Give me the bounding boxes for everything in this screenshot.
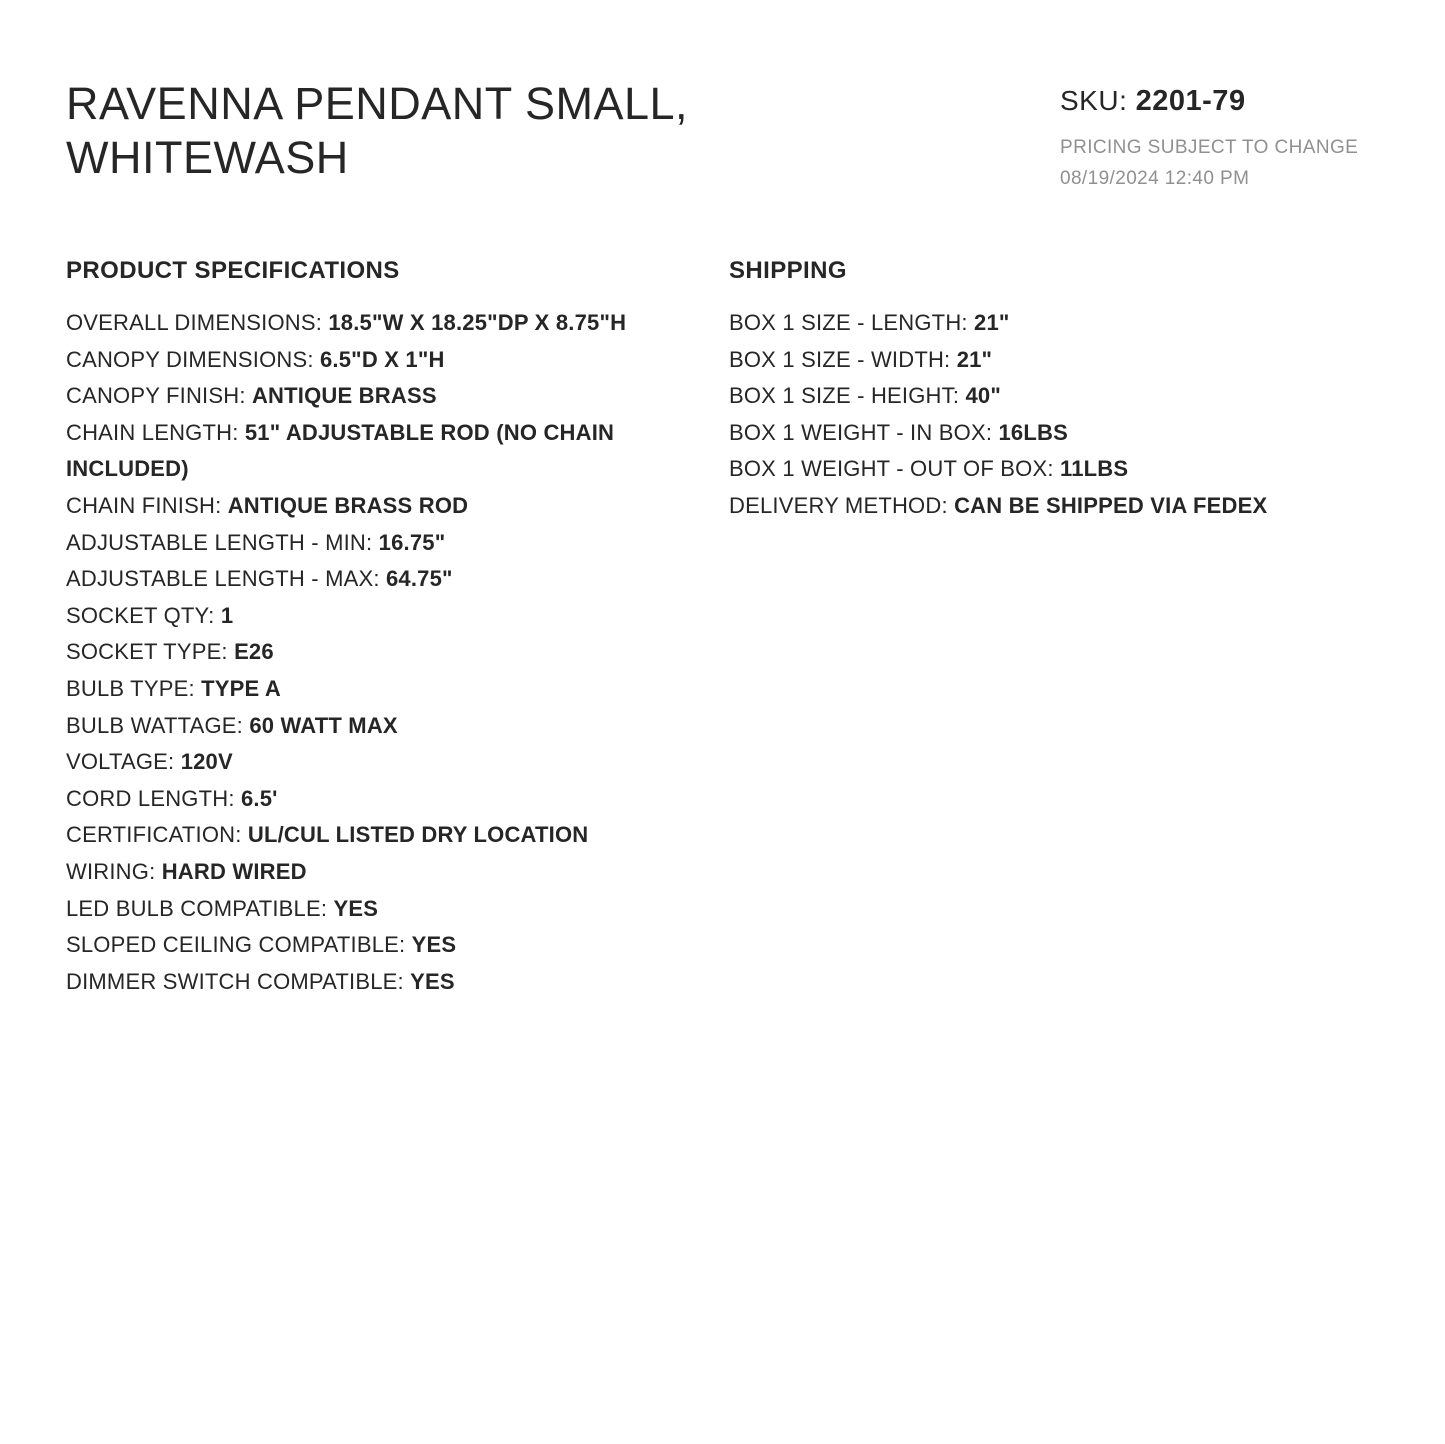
spec-label: SLOPED CEILING COMPATIBLE: xyxy=(66,932,406,958)
spec-value: 120V xyxy=(180,749,233,775)
spec-value: CAN BE SHIPPED VIA FEDEX xyxy=(954,492,1268,518)
spec-value: 6.5"D X 1"H xyxy=(320,346,445,372)
spec-value: 64.75" xyxy=(385,566,453,592)
spec-row xyxy=(66,817,729,854)
product-specifications-list xyxy=(66,305,729,1000)
spec-row xyxy=(66,342,729,379)
spec-row xyxy=(66,927,729,964)
spec-label: VOLTAGE: xyxy=(66,749,175,775)
spec-value: ANTIQUE BRASS ROD xyxy=(227,492,469,518)
print-date: 08/19/2024 12:40 PM xyxy=(1060,168,1250,189)
spec-row xyxy=(729,342,1379,379)
spec-row xyxy=(66,671,729,708)
spec-row xyxy=(66,708,729,745)
spec-value: E26 xyxy=(234,639,274,665)
spec-value: 1 xyxy=(220,602,234,628)
spec-value: 40" xyxy=(965,383,1001,409)
spec-value: YES xyxy=(411,932,457,958)
spec-row xyxy=(66,964,729,1001)
shipping-heading: SHIPPING xyxy=(729,257,847,284)
spec-value: 16.75" xyxy=(378,529,446,555)
spec-row xyxy=(66,525,729,562)
spec-row xyxy=(729,378,1379,415)
sku-value: 2201-79 xyxy=(1135,85,1246,117)
spec-label: BOX 1 SIZE - HEIGHT: xyxy=(729,383,960,409)
spec-label: BOX 1 SIZE - LENGTH: xyxy=(729,310,968,335)
product-specifications-section xyxy=(66,257,729,1000)
spec-label: CANOPY FINISH: xyxy=(66,383,246,409)
spec-label: BOX 1 SIZE - WIDTH: xyxy=(729,346,951,372)
spec-row xyxy=(66,781,729,818)
spec-value: 16LBS xyxy=(998,419,1068,445)
spec-row xyxy=(66,378,729,415)
spec-label: ADJUSTABLE LENGTH - MAX: xyxy=(66,566,380,592)
spec-label: WIRING: xyxy=(66,858,156,884)
page-title: RAVENNA PENDANT SMALL, WHITEWASH xyxy=(66,78,689,183)
spec-row xyxy=(66,488,729,525)
spec-value: 51" ADJUSTABLE ROD (NO CHAIN INCLUDED) xyxy=(66,419,615,482)
spec-value: 21" xyxy=(974,310,1010,335)
spec-label: SOCKET TYPE: xyxy=(66,639,228,665)
spec-label: CHAIN FINISH: xyxy=(66,492,222,518)
spec-label: DELIVERY METHOD: xyxy=(729,492,948,518)
spec-value: UL/CUL LISTED DRY LOCATION xyxy=(247,822,589,848)
spec-label: BULB TYPE: xyxy=(66,675,195,701)
spec-label: BOX 1 WEIGHT - IN BOX: xyxy=(729,419,993,445)
spec-value: 21" xyxy=(956,346,993,372)
spec-value: TYPE A xyxy=(201,675,281,701)
spec-label: CANOPY DIMENSIONS: xyxy=(66,346,314,372)
spec-row xyxy=(66,415,729,488)
spec-value: 6.5' xyxy=(240,785,278,811)
spec-label: DIMMER SWITCH COMPATIBLE: xyxy=(66,968,404,994)
spec-value: HARD WIRED xyxy=(161,858,307,884)
spec-value: ANTIQUE BRASS xyxy=(251,383,437,409)
product-specifications-heading: PRODUCT SPECIFICATIONS xyxy=(66,257,400,284)
spec-row xyxy=(66,598,729,635)
spec-row xyxy=(729,451,1379,488)
spec-row xyxy=(66,891,729,928)
spec-value: YES xyxy=(333,895,379,921)
content-columns xyxy=(66,257,1379,1000)
spec-value: YES xyxy=(410,968,455,994)
pricing-note: PRICING SUBJECT TO CHANGE xyxy=(1060,137,1359,158)
spec-value: 11LBS xyxy=(1059,456,1129,482)
spec-row xyxy=(729,415,1379,452)
spec-label: CERTIFICATION: xyxy=(66,822,242,848)
sku-label: SKU: xyxy=(1060,85,1128,116)
sku-block xyxy=(1060,84,1358,194)
spec-value: 60 WATT MAX xyxy=(249,712,398,738)
spec-row xyxy=(66,561,729,598)
sku-line xyxy=(1060,84,1358,118)
spec-label: OVERALL DIMENSIONS: xyxy=(66,310,323,335)
spec-row xyxy=(66,634,729,671)
shipping-list xyxy=(729,305,1379,525)
spec-label: BOX 1 WEIGHT - OUT OF BOX: xyxy=(729,456,1054,482)
spec-label: CORD LENGTH: xyxy=(66,785,235,811)
shipping-section xyxy=(729,257,1379,1000)
spec-label: ADJUSTABLE LENGTH - MIN: xyxy=(66,529,373,555)
spec-label: SOCKET QTY: xyxy=(66,602,215,628)
spec-label: BULB WATTAGE: xyxy=(66,712,243,738)
spec-value: 18.5"W X 18.25"DP X 8.75"H xyxy=(328,310,627,335)
spec-row xyxy=(66,305,729,342)
spec-label: CHAIN LENGTH: xyxy=(66,419,239,445)
spec-label: LED BULB COMPATIBLE: xyxy=(66,895,328,921)
spec-row xyxy=(729,305,1379,342)
spec-row xyxy=(729,488,1379,525)
spec-row xyxy=(66,744,729,781)
spec-row xyxy=(66,854,729,891)
